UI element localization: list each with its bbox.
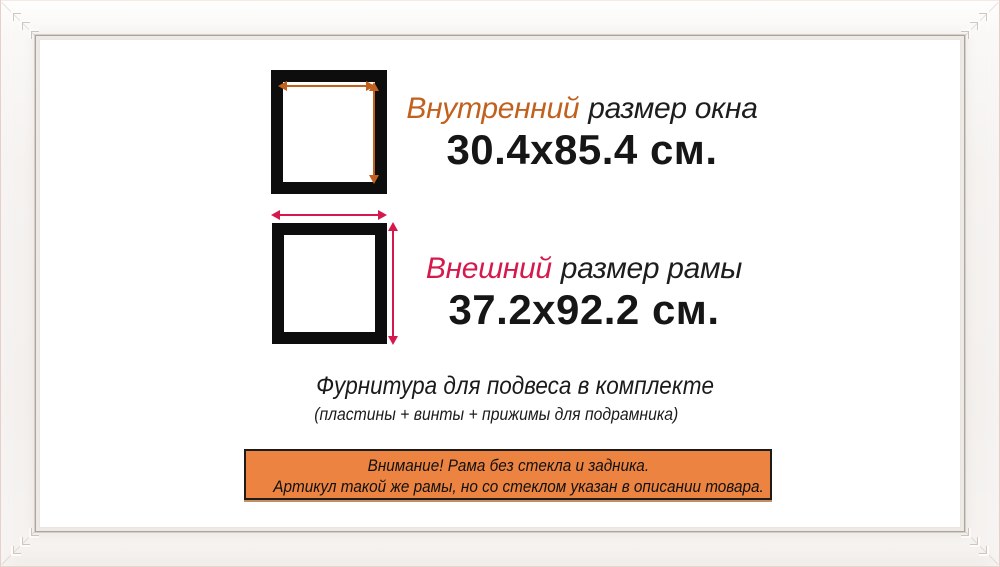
corner-step-ornament-icon bbox=[29, 528, 39, 538]
outer-frame-diagram-icon bbox=[272, 223, 387, 344]
corner-step-ornament-icon bbox=[979, 546, 989, 556]
inner-width-arrow-icon bbox=[278, 80, 375, 92]
inner-size-label-rest: размер окна bbox=[588, 92, 758, 125]
corner-step-ornament-icon bbox=[970, 20, 980, 30]
outer-size-value: 37.2x92.2 см. bbox=[448, 286, 720, 333]
hardware-note-line1: Фурнитура для подвеса в комплекте bbox=[316, 372, 714, 400]
hardware-note bbox=[294, 372, 714, 425]
notice-banner bbox=[244, 449, 772, 500]
corner-step-ornament-icon bbox=[29, 29, 39, 39]
hardware-note-line2: (пластины + винты + прижимы для подрамника) bbox=[314, 404, 679, 424]
outer-width-arrow-icon bbox=[271, 209, 387, 221]
corner-step-ornament-icon bbox=[970, 537, 980, 547]
outer-size-label bbox=[392, 252, 776, 286]
corner-step-ornament-icon bbox=[961, 29, 971, 39]
outer-size-caption bbox=[392, 252, 776, 333]
inner-size-value: 30.4x85.4 см. bbox=[446, 126, 718, 173]
outer-size-label-rest: размер рамы bbox=[560, 252, 743, 285]
corner-step-ornament-icon bbox=[961, 528, 971, 538]
outer-size-label-accent: Внешний bbox=[425, 252, 552, 285]
notice-line2: Артикул такой же рамы, но со стеклом указан в описании товара. bbox=[273, 477, 764, 496]
corner-step-ornament-icon bbox=[979, 11, 989, 21]
notice-line1: Внимание! Рама без стекла и задника. bbox=[367, 456, 649, 475]
canvas bbox=[40, 40, 960, 527]
corner-step-ornament-icon bbox=[20, 537, 30, 547]
inner-size-caption bbox=[390, 92, 774, 173]
inner-size-label bbox=[390, 92, 774, 126]
inner-height-arrow-icon bbox=[368, 82, 380, 184]
corner-step-ornament-icon bbox=[11, 546, 21, 556]
inner-size-label-accent: Внутренний bbox=[406, 92, 580, 125]
